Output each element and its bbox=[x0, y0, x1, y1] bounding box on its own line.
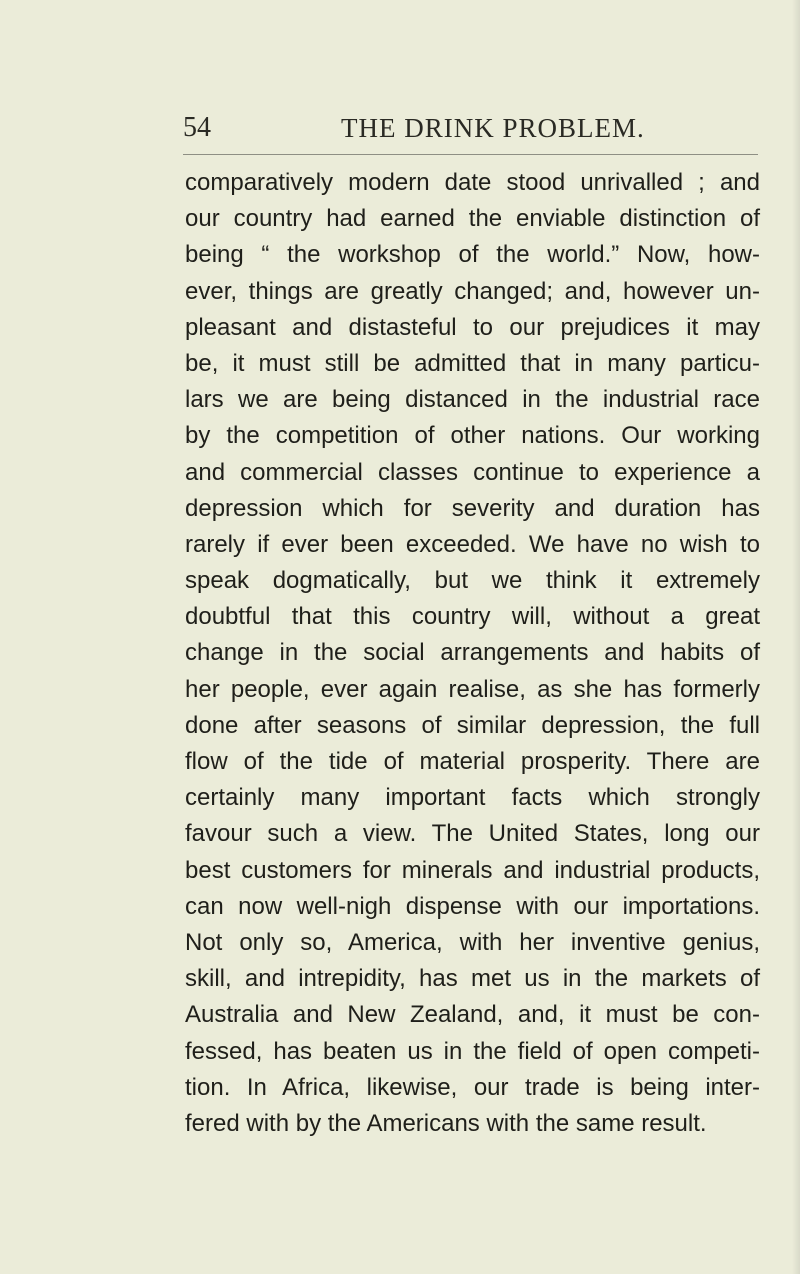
text-line: skill, and intrepidity, has met us in the markets of bbox=[185, 965, 760, 993]
text-line: our country had earned the enviable distinction of bbox=[185, 205, 760, 233]
text-line: can now well-nigh dispense with our importations. bbox=[185, 892, 760, 920]
text-line: change in the social arrangements and habits of bbox=[185, 639, 760, 667]
text-line: Not only so, America, with her inventive genius, bbox=[185, 928, 760, 956]
text-line: flow of the tide of material prosperity. There are bbox=[185, 748, 760, 775]
page-number: 54 bbox=[183, 112, 211, 143]
page-edge-shadow bbox=[792, 0, 800, 1274]
text-line: tion. In Africa, likewise, our trade is being inter- bbox=[185, 1073, 760, 1101]
text-line: rarely if ever been exceeded. We have no wish to bbox=[185, 530, 760, 558]
text-line: lars we are being distanced in the industrial race bbox=[185, 386, 760, 414]
text-line: ever, things are greatly changed; and, however un- bbox=[185, 277, 760, 305]
text-line: favour such a view. The United States, long our bbox=[185, 820, 760, 848]
text-line: fered with by the Americans with the same result. bbox=[185, 1109, 707, 1137]
text-line: depression which for severity and duration has bbox=[185, 494, 760, 522]
body-text bbox=[185, 165, 760, 1142]
text-line: doubtful that this country will, without a great bbox=[185, 603, 760, 631]
text-line: best customers for minerals and industrial products, bbox=[185, 856, 760, 884]
text-line: done after seasons of similar depression, the full bbox=[185, 711, 760, 739]
running-head: THE DRINK PROBLEM. bbox=[341, 113, 645, 143]
text-line: Australia and New Zealand, and, it must be con- bbox=[185, 1001, 760, 1029]
text-line: pleasant and distasteful to our prejudices it may bbox=[185, 313, 760, 341]
page-header bbox=[183, 112, 758, 152]
text-line: be, it must still be admitted that in many particu- bbox=[185, 349, 760, 377]
text-line: by the competition of other nations. Our working bbox=[185, 422, 760, 450]
text-line: comparatively modern date stood unrivalled ; and bbox=[185, 169, 760, 196]
header-rule bbox=[183, 154, 758, 155]
text-line: her people, ever again realise, as she has formerly bbox=[185, 675, 760, 703]
text-line: being “ the workshop of the world.” Now, how- bbox=[185, 241, 760, 269]
text-line: certainly many important facts which strongly bbox=[185, 784, 760, 812]
text-line: and commercial classes continue to experience a bbox=[185, 458, 760, 486]
text-line: speak dogmatically, but we think it extremely bbox=[185, 567, 760, 595]
text-line: fessed, has beaten us in the field of open competi- bbox=[185, 1037, 760, 1065]
